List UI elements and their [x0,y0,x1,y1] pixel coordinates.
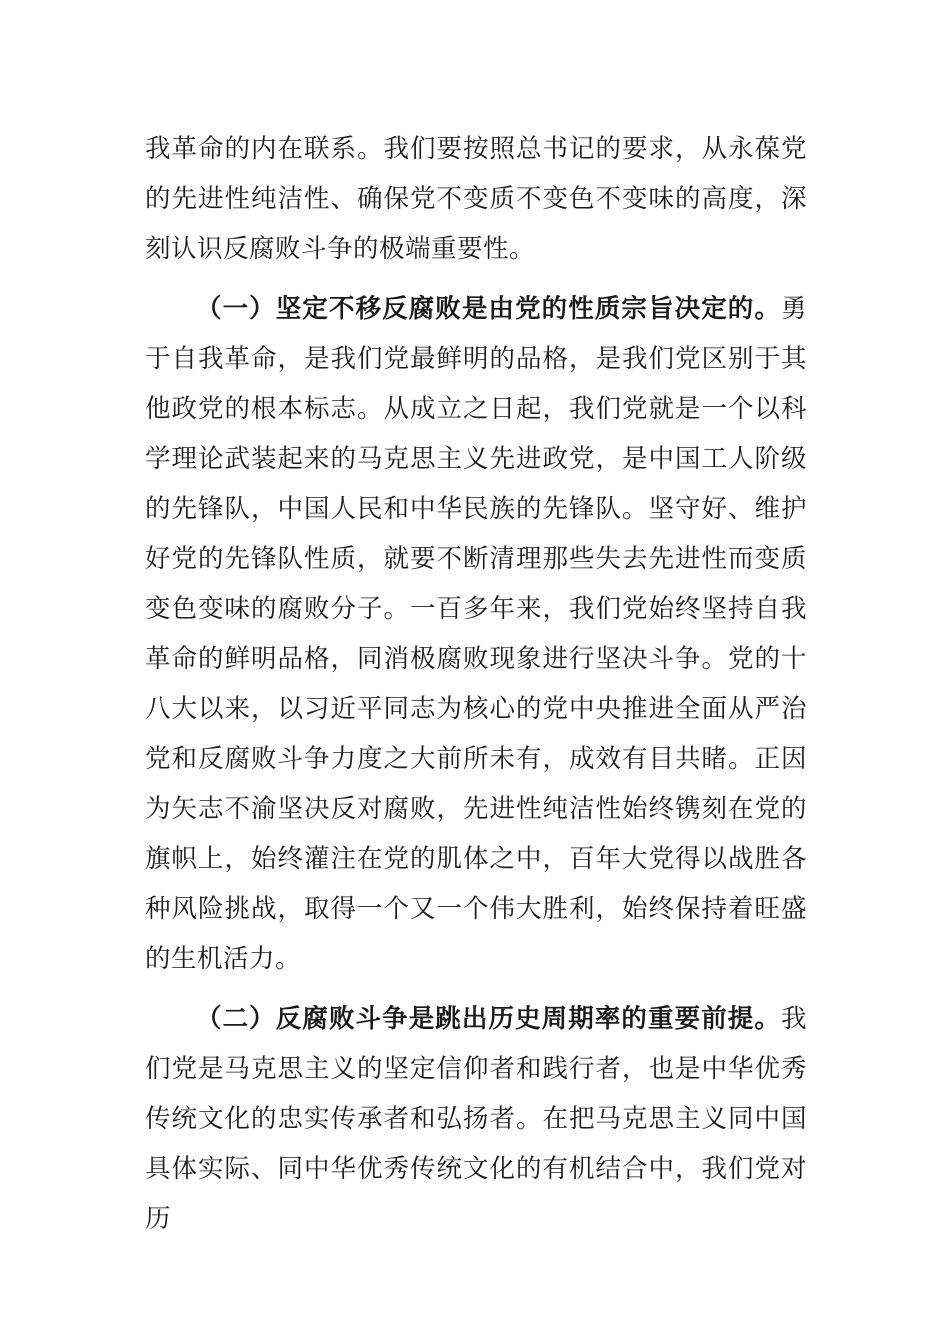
paragraph-text: 勇于自我革命，是我们党最鲜明的品格，是我们党区别于其他政党的根本标志。从成立之日起，我们党就是一个以科学理论武装起来的马克思主义先进政党，是中国工人阶级的先锋队，中国人民和中华民族的先锋队。坚守好、维护好党的先锋队性质，就要不断清理那些失去先进性而变质变色变味的腐败分子。一百多年来，我们党始终坚持自我革命的鲜明品格，同消极腐败现象进行坚决斗争。党的十八大以来，以习近平同志为核心的党中央推进全面从严治党和反腐败斗争力度之大前所未有，成效有目共睹。正因为矢志不渝坚决反对腐败，先进性纯洁性始终镌刻在党的旗帜上，始终灌注在党的肌体之中，百年大党得以战胜各种风险挑战，取得一个又一个伟大胜利，始终保持着旺盛的生机活力。 [145,294,807,974]
section-heading-1: （一）坚定不移反腐败是由党的性质宗旨决定的。 [196,294,781,324]
paragraph-section-1 [145,284,807,984]
paragraph-text: 我革命的内在联系。我们要按照总书记的要求，从永葆党的先进性纯洁性、确保党不变质不变色不变味的高度，深刻认识反腐败斗争的极端重要性。 [145,134,807,264]
paragraph-continuation [145,124,807,274]
paragraph-section-2 [145,994,807,1244]
paragraph-text: 我们党是马克思主义的坚定信仰者和践行者，也是中华优秀传统文化的忠实传承者和弘扬者。在把马克思主义同中国具体实际、同中华优秀传统文化的有机结合中，我们党对历 [145,1004,807,1234]
document-page [145,124,807,1254]
section-heading-2: （二）反腐败斗争是跳出历史周期率的重要前提。 [196,1004,781,1034]
